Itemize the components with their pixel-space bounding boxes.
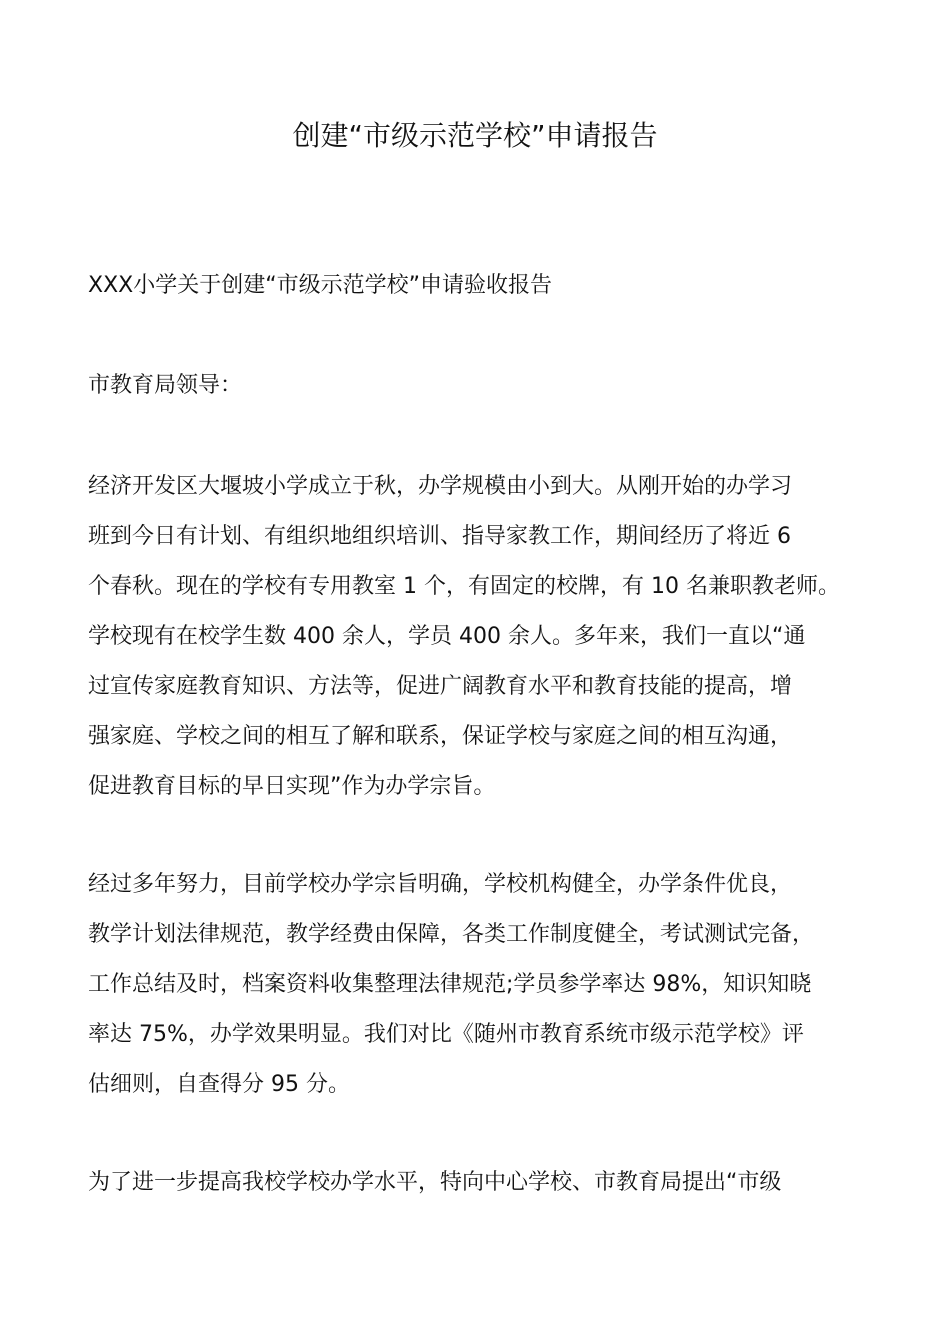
- paragraph-line: 教学计划法律规范，教学经费由保障，各类工作制度健全，考试测试完备，: [88, 922, 815, 947]
- paragraph-3: [88, 1158, 878, 1208]
- paragraph-line: 过宣传家庭教育知识、方法等，促进广阔教育水平和教育技能的提高，增: [88, 674, 793, 699]
- document-title: 创建“市级示范学校”申请报告: [292, 119, 658, 152]
- salutation: 市教育局领导：: [88, 373, 243, 398]
- paragraph-line: 估细则，自查得分 95 分。: [88, 1072, 350, 1097]
- paragraph-line: 经过多年努力，目前学校办学宗旨明确，学校机构健全，办学条件优良，: [88, 872, 793, 897]
- paragraph-line: 工作总结及时，档案资料收集整理法律规范;学员参学率达 98%，知识知晓: [88, 972, 812, 997]
- document-subtitle: XXX小学关于创建“市级示范学校”申请验收报告: [88, 273, 553, 298]
- paragraph-line: 促进教育目标的早日实现”作为办学宗旨。: [88, 774, 496, 799]
- paragraph-1: [88, 462, 878, 812]
- paragraph-2: [88, 860, 878, 1110]
- paragraph-line: 为了进一步提高我校学校办学水平，特向中心学校、市教育局提出“市级: [88, 1170, 782, 1195]
- paragraph-line: 学校现有在校学生数 400 余人，学员 400 余人。多年来，我们一直以“通: [88, 624, 806, 649]
- paragraph-line: 强家庭、学校之间的相互了解和联系，保证学校与家庭之间的相互沟通，: [88, 724, 793, 749]
- paragraph-line: 率达 75%，办学效果明显。我们对比《随州市教育系统市级示范学校》评: [88, 1022, 804, 1047]
- paragraph-line: 经济开发区大堰坡小学成立于秋，办学规模由小到大。从刚开始的办学习: [88, 474, 793, 499]
- paragraph-line: 个春秋。现在的学校有专用教室 1 个，有固定的校牌，有 10 名兼职教老师。: [88, 574, 840, 599]
- paragraph-line: 班到今日有计划、有组织地组织培训、指导家教工作，期间经历了将近 6: [88, 524, 791, 549]
